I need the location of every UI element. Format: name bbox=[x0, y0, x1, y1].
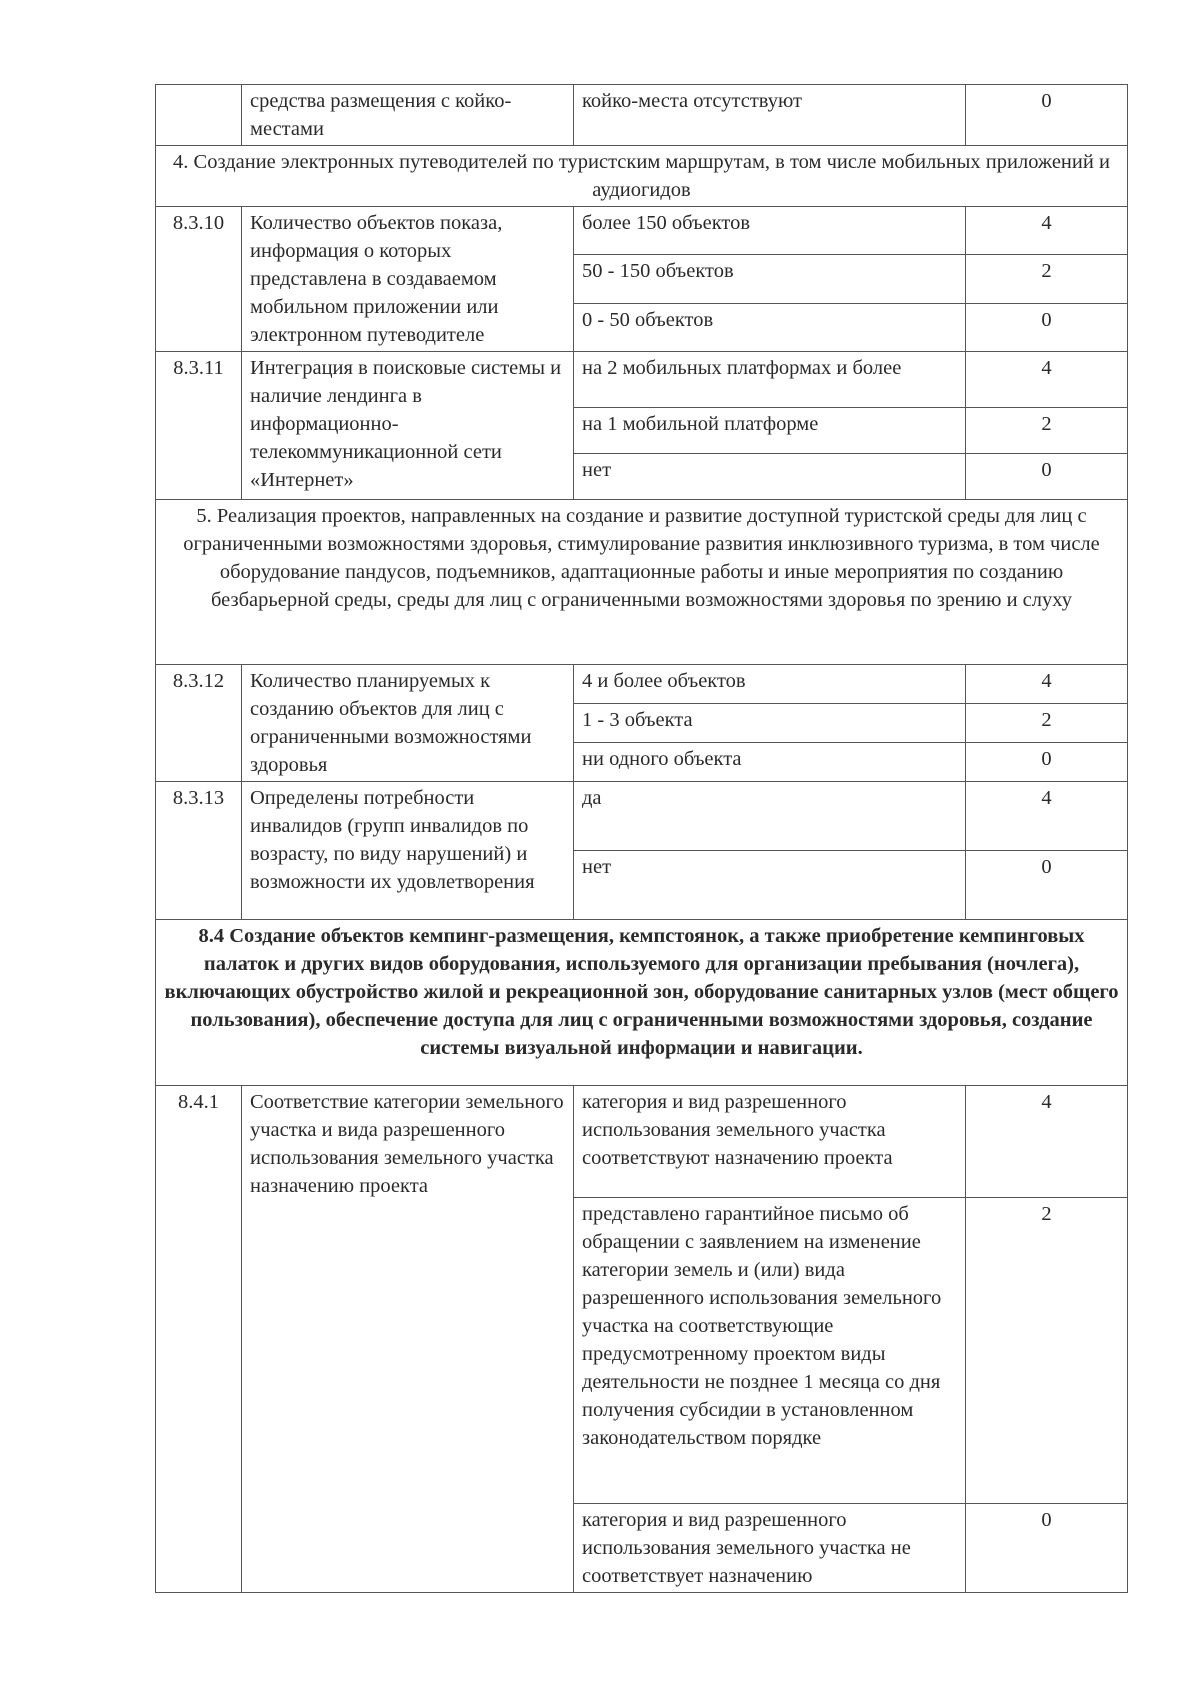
criterion-description: Интеграция в поисковые системы и наличие лендинга в информационно-телекоммуникационной сети «Интернет» bbox=[242, 352, 574, 500]
score-cell: 0 bbox=[966, 303, 1128, 351]
score-cell: 2 bbox=[966, 704, 1128, 743]
section-4-heading: 4. Создание электронных путеводителей по туристским маршрутам, в том числе мобильных приложений и аудиогидов bbox=[156, 146, 1128, 207]
table-row bbox=[156, 352, 1128, 408]
score-cell: 0 bbox=[966, 851, 1128, 920]
code-cell bbox=[156, 85, 242, 146]
score-cell: 2 bbox=[966, 255, 1128, 303]
criterion-cell: средства размещения с койко-местами bbox=[242, 85, 574, 146]
option-cell: представлено гарантийное письмо об обращении с заявлением на изменение категории земель и (или) вида разрешенного использования земельного участка на соответствующие предусмотренному проектом виды деятельности не позднее 1 месяца со дня получения субсидии в установленном законодательством порядке bbox=[574, 1198, 966, 1504]
option-cell: нет bbox=[574, 454, 966, 500]
option-cell: койко-места отсутствуют bbox=[574, 85, 966, 146]
option-cell: 1 - 3 объекта bbox=[574, 704, 966, 743]
criterion-description: Соответствие категории земельного участка и вида разрешенного использования земельного участка назначению проекта bbox=[242, 1086, 574, 1593]
option-cell: да bbox=[574, 782, 966, 851]
table-row bbox=[156, 782, 1128, 851]
section-header-row bbox=[156, 500, 1128, 665]
criterion-description: Количество объектов показа, информация о которых представлена в создаваемом мобильном приложении или электронном путеводителе bbox=[242, 207, 574, 352]
criterion-code: 8.4.1 bbox=[156, 1086, 242, 1593]
criterion-code: 8.3.12 bbox=[156, 665, 242, 782]
option-cell: 50 - 150 объектов bbox=[574, 255, 966, 303]
table-row bbox=[156, 207, 1128, 255]
score-cell: 0 bbox=[966, 85, 1128, 146]
criterion-code: 8.3.11 bbox=[156, 352, 242, 500]
option-cell: 0 - 50 объектов bbox=[574, 303, 966, 351]
score-cell: 4 bbox=[966, 665, 1128, 704]
section-header-row bbox=[156, 920, 1128, 1086]
section-header-row bbox=[156, 146, 1128, 207]
option-cell: более 150 объектов bbox=[574, 207, 966, 255]
score-cell: 4 bbox=[966, 782, 1128, 851]
criterion-code: 8.3.10 bbox=[156, 207, 242, 352]
table-row bbox=[156, 85, 1128, 146]
criteria-table bbox=[155, 84, 1128, 1593]
option-cell: на 2 мобильных платформах и более bbox=[574, 352, 966, 408]
option-cell: нет bbox=[574, 851, 966, 920]
table-row bbox=[156, 665, 1128, 704]
score-cell: 0 bbox=[966, 454, 1128, 500]
option-cell: на 1 мобильной платформе bbox=[574, 408, 966, 454]
option-cell: ни одного объекта bbox=[574, 743, 966, 782]
option-cell: 4 и более объектов bbox=[574, 665, 966, 704]
score-cell: 2 bbox=[966, 408, 1128, 454]
criterion-code: 8.3.13 bbox=[156, 782, 242, 920]
criterion-description: Количество планируемых к созданию объектов для лиц с ограниченными возможностями здоровья bbox=[242, 665, 574, 782]
criterion-description: Определены потребности инвалидов (групп инвалидов по возрасту, по виду нарушений) и возможности их удовлетворения bbox=[242, 782, 574, 920]
option-cell: категория и вид разрешенного использования земельного участка соответствуют назначению проекта bbox=[574, 1086, 966, 1198]
section-8-4-heading: 8.4 Создание объектов кемпинг-размещения, кемпстоянок, а также приобретение кемпинговых палаток и других видов оборудования, используемого для организации пребывания (ночлега), включающих обустройство жилой и рекреационной зон, оборудование санитарных узлов (мест общего пользования), обеспечение доступа для лиц с ограниченными возможностями здоровья, создание системы визуальной информации и навигации. bbox=[156, 920, 1128, 1086]
table-row bbox=[156, 1086, 1128, 1198]
section-5-heading: 5. Реализация проектов, направленных на создание и развитие доступной туристской среды для лиц с ограниченными возможностями здоровья, стимулирование развития инклюзивного туризма, в том числе оборудование пандусов, подъемников, адаптационные работы и иные мероприятия по созданию безбарьерной среды, среды для лиц с ограниченными возможностями здоровья по зрению и слуху bbox=[156, 500, 1128, 665]
score-cell: 4 bbox=[966, 207, 1128, 255]
score-cell: 2 bbox=[966, 1198, 1128, 1504]
score-cell: 0 bbox=[966, 743, 1128, 782]
score-cell: 0 bbox=[966, 1504, 1128, 1593]
option-cell: категория и вид разрешенного использования земельного участка не соответствует назначению bbox=[574, 1504, 966, 1593]
score-cell: 4 bbox=[966, 1086, 1128, 1198]
score-cell: 4 bbox=[966, 352, 1128, 408]
